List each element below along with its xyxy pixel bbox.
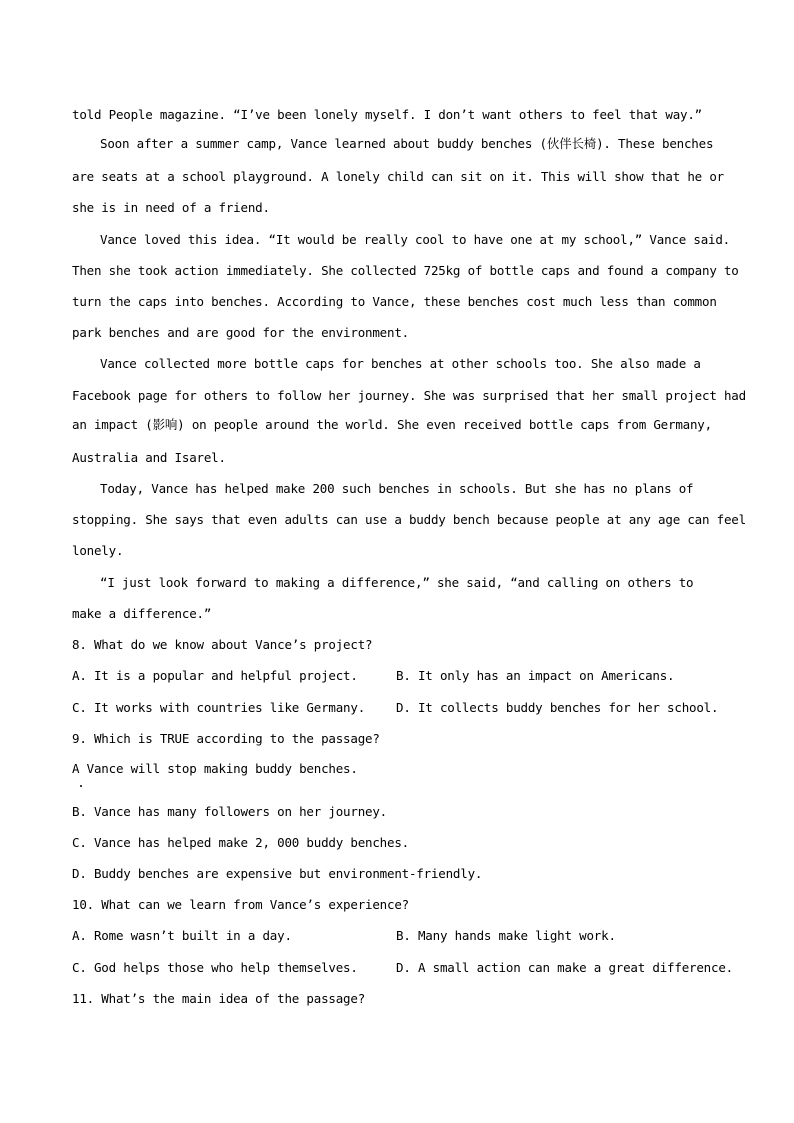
passage-line: park benches and are good for the environment. [72,325,409,340]
passage-line: told People magazine. “I’ve been lonely myself. I don’t want others to feel that way.” [72,107,703,122]
passage-line: Facebook page for others to follow her journey. She was surprised that her small project had [72,388,746,403]
option-c: C. It works with countries like Germany. [72,700,366,715]
question-stem: 8. What do we know about Vance’s project? [72,637,373,652]
option-c: C. God helps those who help themselves. [72,960,358,975]
option-d: D. A small action can make a great difference. [396,960,733,975]
option-a: A. Rome wasn’t built in a day. [72,928,292,943]
option-c: C. Vance has helped make 2, 000 buddy benches. [72,835,409,850]
passage-line: “I just look forward to making a difference,” she said, “and calling on others to [100,575,694,590]
option-a: A Vance will stop making buddy benches. [72,761,358,776]
passage-line: make a difference.” [72,606,212,621]
option-d: D. It collects buddy benches for her school. [396,700,719,715]
passage-line: Vance loved this idea. “It would be really cool to have one at my school,” Vance said. [100,232,731,247]
passage-line: Soon after a summer camp, Vance learned about buddy benches (伙伴长椅). These benches [100,136,714,151]
passage-line: Australia and Isarel. [72,450,226,465]
passage-line: are seats at a school playground. A lonely child can sit on it. This will show that he or [72,169,724,184]
passage-line: stopping. She says that even adults can use a buddy bench because people at any age can feel [72,512,746,527]
option-b: B. Vance has many followers on her journey. [72,804,388,819]
passage-line: she is in need of a friend. [72,200,270,215]
option-d: D. Buddy benches are expensive but environment-friendly. [72,866,483,881]
passage-line: lonely. [72,543,124,558]
passage-line: Then she took action immediately. She collected 725kg of bottle caps and found a company to [72,263,739,278]
passage-line: an impact (影响) on people around the world. She even received bottle caps from Germany, [72,417,712,432]
question-stem: 9. Which is TRUE according to the passage? [72,731,380,746]
option-b: B. Many hands make light work. [396,928,616,943]
stray-mark [80,785,82,787]
passage-line: Today, Vance has helped make 200 such benches in schools. But she has no plans of [100,481,694,496]
passage-line: Vance collected more bottle caps for benches at other schools too. She also made a [100,356,701,371]
option-b: B. It only has an impact on Americans. [396,668,675,683]
question-stem: 11. What’s the main idea of the passage? [72,991,366,1006]
option-a: A. It is a popular and helpful project. [72,668,358,683]
passage-line: turn the caps into benches. According to Vance, these benches cost much less than common [72,294,717,309]
question-stem: 10. What can we learn from Vance’s experience? [72,897,409,912]
